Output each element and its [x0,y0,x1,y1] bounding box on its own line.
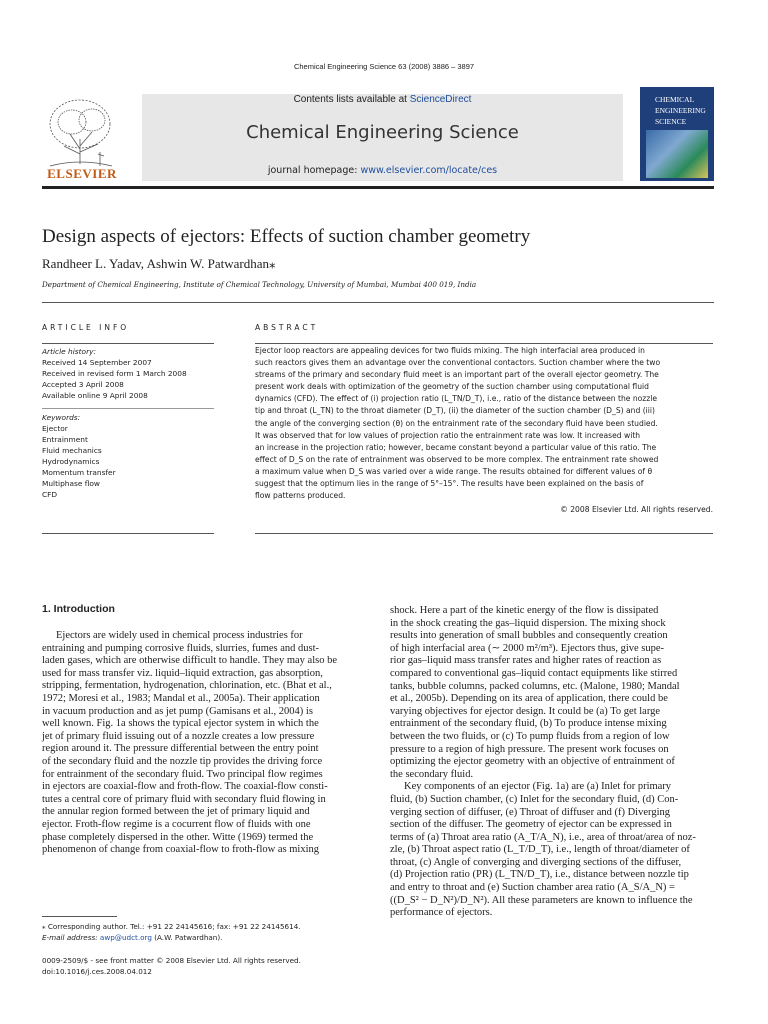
issn-line: 0009-2509/$ - see front matter © 2008 Elsevier Ltd. All rights reserved. [42,956,301,965]
journal-title: Chemical Engineering Science [246,122,519,143]
history-line: Received in revised form 1 March 2008 [42,369,187,378]
history-line: Received 14 September 2007 [42,358,152,367]
body-line: stripping, fermentation, hydrogenation, chlorination, etc. (Bhat et al., [42,680,332,692]
article-history [42,346,217,401]
body-line: results into generation of small bubbles and consequently creation [390,630,668,642]
running-header: Chemical Engineering Science 63 (2008) 3886 – 3897 [293,62,475,71]
body-line: shock. Here a part of the kinetic energy of the flow is dissipated [390,605,659,616]
body-line: section of the diffuser. The geometry of ejector can be expressed in [390,819,672,831]
abstract-line: streams of the primary and secondary fluid meet is an important part of the overall ejector geometry. The [255,370,659,380]
body-line: and entry to throat and (e) Suction chamber area ratio (A_S/A_N) = [390,882,675,894]
abstract-heading: ABSTRACT [255,323,319,332]
publisher-name: ELSEVIER [47,166,117,181]
abstract-line: effect of D_S on the rate of entrainment was observed to be more complex. The entrainment rate showed [255,454,659,464]
intro-right-column [390,605,714,920]
body-line: for entrainment of the secondary fluid. Two principal flow regimes [42,768,323,780]
cover-image [646,130,708,178]
body-line: throat, (c) Angle of converging and diverging sections of the diffuser, [390,856,682,868]
email-line [42,932,372,943]
keyword: Momentum transfer [42,468,116,477]
body-line: tutes a central core of primary fluid with secondary fluid flowing in [42,793,326,805]
body-line: the annular region formed between the jet of primary liquid and [42,806,310,818]
abstract-bottom-rule [255,533,713,534]
body-line: entraining and pumping corrosive fluids, slurries, fumes and dust- [42,642,320,654]
body-line: et al., 2005b). Depending on its area of application, there could be [390,693,668,705]
front-matter [42,955,372,977]
abstract-copyright: © 2008 Elsevier Ltd. All rights reserved. [560,505,713,514]
body-line: ejector. Froth-flow regime is a cocurrent flow of fluids with one [42,818,311,830]
abstract-line: such reactors gives them an advantage over the conventional contactors. Suction chamber where the two [255,358,661,368]
abstract-text [255,345,713,502]
keyword: Multiphase flow [42,479,100,488]
contents-availability [142,94,623,105]
history-line: Accepted 3 April 2008 [42,380,124,389]
email-suffix: (A.W. Patwardhan). [151,933,223,942]
sciencedirect-link[interactable]: ScienceDirect [409,94,472,105]
body-line: of high interfacial area (∼ 2000 m²/m³). Ejectors thus, give supe- [390,642,665,654]
footnote-rule [42,916,117,917]
body-line: region around it. The pressure differential between the entry point [42,743,319,755]
abstract-line: It was observed that for low values of projection ratio the entrainment rate was low. It increased with [255,430,641,440]
keywords-label: Keywords: [42,413,81,422]
abstract-line: the angle of the converging section (θ) on the entrainment rate of the secondary fluid have been studied. [255,418,658,428]
body-line: 1972; Moresi et al., 1983; Mandal et al., 2005a). Their application [42,692,320,704]
body-line: rior gas–liquid mass transfer rates and higher rates of reaction as [390,655,662,667]
section-heading-introduction: 1. Introduction [42,603,115,615]
body-line: phase completely dispersed in the other. Witte (1969) termed the [42,831,314,843]
homepage-prefix: journal homepage: [267,165,361,176]
body-line: tanks, bubble columns, packed columns, etc. (Malone, 1980; Mandal [390,680,680,692]
body-line: in ejectors are coaxial-flow and froth-flow. The coaxial-flow consti- [42,781,328,793]
history-label: Article history: [42,347,96,356]
body-line: optimizing the ejector geometry with an objective of entrainment of [390,756,675,768]
abstract-line: suggest that the optimum lies in the range of 5°–15°. The results have been explained on the basis of [255,479,644,489]
doi-line: doi:10.1016/j.ces.2008.04.012 [42,967,152,976]
keyword: Fluid mechanics [42,446,102,455]
body-line: terms of (a) Throat area ratio (A_T/A_N), i.e., area of throat/area of noz- [390,831,696,843]
homepage-link[interactable]: www.elsevier.com/locate/ces [360,165,498,176]
contents-prefix: Contents lists available at [293,94,410,105]
body-line: entrainment of the secondary fluid, (b) To produce intense mixing [390,718,667,730]
title-rule [42,302,714,303]
body-line: ((D_S² − D_N²)/D_N²). All these parameters are known to influence the [390,894,693,906]
email-link[interactable]: awp@udct.org [99,933,152,942]
abstract-line: tip and throat (L_TN) to the throat diameter (D_T), (ii) the diameter of the suction chamber (D_S) and (iii) [255,406,655,416]
body-line: jet of primary fluid issuing out of a nozzle creates a low pressure [42,730,315,742]
article-authors: Randheer L. Yadav, Ashwin W. Patwardhan⁎ [42,256,276,271]
body-line: in the shock creating the gas–liquid dispersion. The mixing shock [390,617,666,629]
body-line: zle, (b) Throat aspect ratio (L_T/D_T), i.e., length of throat/diameter of [390,844,690,856]
intro-left-column [42,630,366,857]
author-affiliation: Department of Chemical Engineering, Institute of Chemical Technology, University of Mumbai, Mumbai 400 019, India [42,280,477,289]
abstract-line: an increase in the projection ratio; however, became constant beyond a particular value of this ratio. The [255,442,657,452]
abstract-line: flow patterns produced. [255,491,346,501]
abstract-line: present work deals with optimization of the geometry of the suction chamber using computational fluid [255,382,649,392]
history-line: Available online 9 April 2008 [42,391,148,400]
body-line: Ejectors are widely used in chemical process industries for [56,630,303,641]
keyword: Hydrodynamics [42,457,100,466]
header-rule [42,186,714,189]
keyword: Ejector [42,424,68,433]
abstract-line: Ejector loop reactors are appealing devices for two fluids mixing. The high interfacial area produced in [255,346,645,355]
abstract-line: dynamics (CFD). The effect of (i) projection ratio (L_TN/D_T), i.e., ratio of the distance between the nozzle [255,394,658,404]
body-line: in vacuum production and as jet pump (Gamisans et al., 2004) is [42,705,313,717]
article-info-bottom-rule [42,533,214,534]
body-line: (d) Projection ratio (PR) (L_TN/D_T), i.e., distance between nozzle tip [390,869,689,881]
keywords-rule [42,408,214,409]
keywords-list [42,412,217,500]
body-line: laden gases, which are otherwise difficult to handle. They may also be [42,655,337,667]
article-info-heading: ARTICLE INFO [42,323,130,332]
article-info-rule [42,343,214,344]
cover-title: CHEMICAL ENGINEERING SCIENCE [655,95,706,126]
body-line: of the secondary fluid and the nozzle tip provides the driving force [42,755,323,767]
corresponding-author-note [42,921,372,943]
body-line: pressure to a region of high pressure. The present work focuses on [390,743,669,755]
abstract-rule [255,343,713,344]
body-line: varying objectives for ejector design. It could be (a) To get large [390,705,661,717]
body-line: performance of ejectors. [390,907,493,919]
email-label: E-mail address: [42,933,100,942]
body-line: compared to conventional gas–liquid contact equipments like stirred [390,667,678,679]
body-line: well known. Fig. 1a shows the typical ejector system in which the [42,718,319,730]
body-line: used for mass transfer viz. liquid–liquid extraction, gas absorption, [42,667,323,679]
body-line: the secondary fluid. [390,768,474,780]
corresponding-author: ⁎ Corresponding author. Tel.: +91 22 24145616; fax: +91 22 24145614. [42,922,301,931]
keyword: CFD [42,490,58,499]
abstract-line: a maximum value when D_S was varied over a wide range. The results obtained for different values of θ [255,466,653,476]
journal-homepage [142,165,623,176]
article-title: Design aspects of ejectors: Effects of suction chamber geometry [42,226,531,247]
body-line: between the two fluids, or (c) To pump fluids from a region of low [390,730,670,742]
body-line: Key components of an ejector (Fig. 1a) are (a) Inlet for primary [404,781,672,793]
body-line: fluid, (b) Suction chamber, (c) Inlet for the secondary fluid, (d) Con- [390,793,679,805]
keyword: Entrainment [42,435,88,444]
body-line: phenomenon of change from coaxial-flow to froth-flow as mixing [42,844,320,856]
body-line: verging section of diffuser, (e) Throat of diffuser and (f) Diverging [390,806,670,818]
